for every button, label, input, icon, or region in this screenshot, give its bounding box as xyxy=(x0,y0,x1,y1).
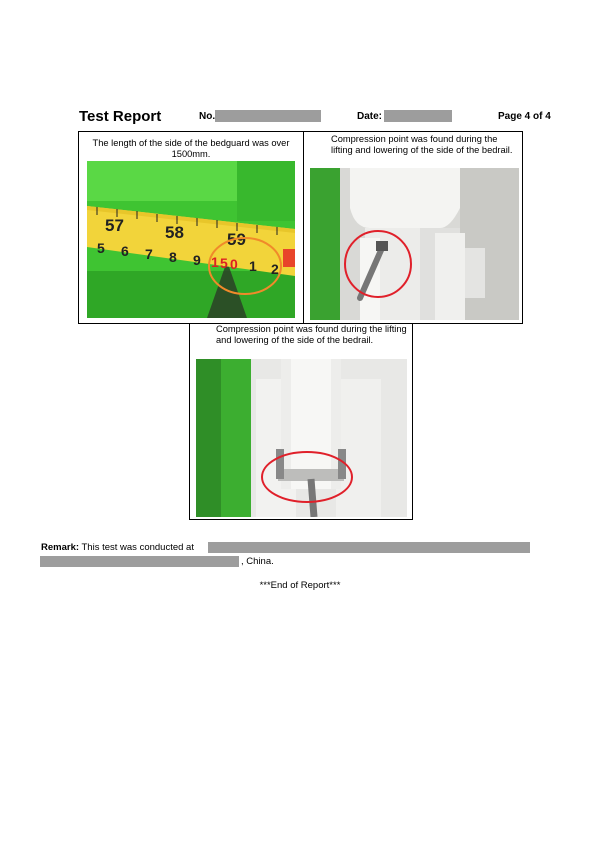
photo-cell-1 xyxy=(78,131,304,324)
remark-text: This test was conducted at xyxy=(81,542,194,553)
tape-number-59: 59 xyxy=(227,230,246,249)
remark-country: , China. xyxy=(241,556,274,567)
photo-tape-measure xyxy=(87,161,295,318)
photo-caption-3: Compression point was found during the lifting and lowering of the side of the bedrail. xyxy=(216,324,407,345)
report-date-redacted xyxy=(384,110,452,122)
report-number-redacted xyxy=(215,110,321,122)
end-of-report: ***End of Report*** xyxy=(259,580,341,591)
remark-location-redacted-2 xyxy=(40,556,239,567)
tape-red-1: 1 xyxy=(211,254,219,270)
photo-caption-2: Compression point was found during the lifting and lowering of the side of the bedrail. xyxy=(331,134,513,155)
tape-number-57: 57 xyxy=(105,216,124,235)
tape-cm-8: 8 xyxy=(169,249,177,265)
report-title: Test Report xyxy=(79,108,162,125)
report-number-label: No. xyxy=(199,111,216,122)
remark-label: Remark: xyxy=(41,542,80,553)
tape-cm-9: 9 xyxy=(193,252,201,268)
tape-red-0: 0 xyxy=(230,256,238,272)
tape-cm-7: 7 xyxy=(145,246,153,262)
photo-compression-point-2 xyxy=(196,359,407,517)
tape-red-5: 5 xyxy=(220,255,228,271)
photo-caption-1: The length of the side of the bedguard was over 1500mm. xyxy=(92,138,290,159)
photo-cell-2 xyxy=(303,131,523,324)
remark-line xyxy=(41,542,194,553)
page-indicator: Page 4 of 4 xyxy=(498,111,551,122)
photo-cell-3 xyxy=(189,323,413,520)
tape-cm-6: 6 xyxy=(121,243,129,259)
tape-number-58: 58 xyxy=(165,223,184,242)
report-date-label: Date: xyxy=(357,111,383,122)
tape-cm-1: 1 xyxy=(249,258,257,274)
tape-cm-2: 2 xyxy=(271,261,279,277)
remark-location-redacted-1 xyxy=(208,542,530,553)
tape-cm-5: 5 xyxy=(97,240,105,256)
photo-compression-point-1 xyxy=(310,168,519,320)
